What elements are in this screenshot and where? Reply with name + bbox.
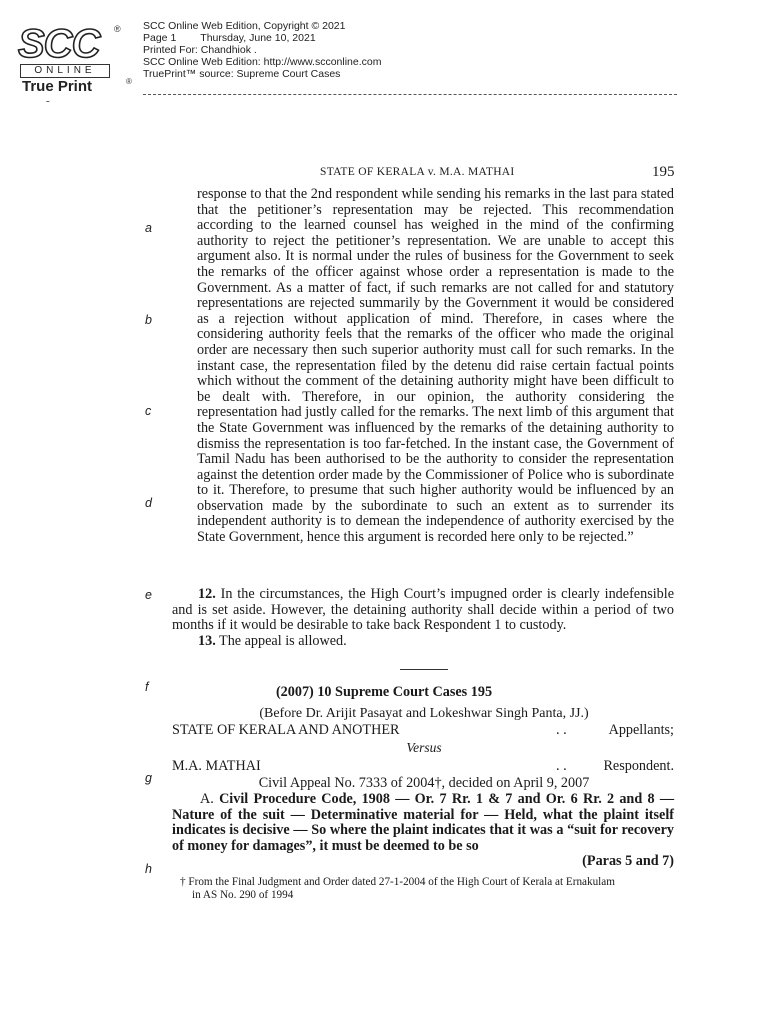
- margin-letter-c: c: [145, 404, 152, 418]
- civil-appeal-line: Civil Appeal No. 7333 of 2004†, decided on April 9, 2007: [258, 775, 590, 791]
- respondent-role: Respondent.: [603, 758, 674, 774]
- logo-true-print-text: True Print: [22, 78, 93, 95]
- margin-letter-h: h: [145, 862, 152, 876]
- headnote-prefix: A.: [200, 791, 220, 807]
- margin-letter-b: b: [145, 313, 152, 327]
- page-date-line: [143, 32, 382, 44]
- appellant-role: Appellants;: [608, 722, 674, 738]
- printed-for-line: Printed For: Chandhiok .: [143, 44, 257, 56]
- header-divider: [143, 94, 677, 95]
- margin-letter-a: a: [145, 221, 152, 235]
- headnote: [172, 792, 674, 870]
- print-header: [143, 20, 382, 80]
- paragraph-12-text: In the circumstances, the High Court’s impugned order is clearly indefensible and is set aside. However, the detaining authority shall decide within a period of two months if it would be desirable to take back Respondent 1 to custody.: [172, 586, 674, 634]
- paragraph-12: [172, 587, 674, 634]
- copyright-line: SCC Online Web Edition, Copyright © 2021: [143, 20, 346, 32]
- margin-letter-f: f: [145, 680, 149, 694]
- appellant-name: STATE OF KERALA AND ANOTHER: [172, 722, 400, 738]
- respondent-dots: . .: [556, 758, 567, 774]
- margin-letter-g: g: [145, 771, 152, 785]
- margin-letter-e: e: [145, 588, 152, 602]
- section-separator: [400, 669, 448, 670]
- quoted-passage-text: response to that the 2nd respondent while sending his remarks in the last para stated that the petitioner’s representation may be rejected. This recommendation according to the learned counsel has weighed in the mind of the confirming authority to reject the petitioner’s representation. We are unable to accept this argument also. It is normal under the rules of business for the Government to seek the remarks of the officer against whose order a representation is made to the Government. As a matter of fact, if such remarks are not called for and statutory representations are rejected summarily by the Government it would be considered as a rejection without application of mind. Therefore, in cases where the considering authority feels that the remarks of the officer who made the original order are necessary then such superior authority must call for such remarks. In the instant case, the representation filed by the detenu did raise certain factual points which without the comment of the detaining authority might have been difficult to be dealt with. Therefore, in our opinion, the authority considering the representation had justly called for the remarks. The next limb of this argument that the State Government was influenced by the remarks of the detaining authority to dismiss the representation is too far-fetched. In the instant case, the Government of Tamil Nadu has been authorised to be the authority to consider the representation against the detention order made by the Commissioner of Police who is subordinate to it. Therefore, to presume that such higher authority would be influenced by an observation made by the subordinate to such an extent as to surrender its independent authority is to demean the independence of authority exercised by the State Government, hence this argument is recorded here only to be rejected.”: [197, 186, 674, 546]
- footnote: [180, 876, 680, 901]
- footnote-line-1: † From the Final Judgment and Order dated 27-1-2004 of the High Court of Kerala at Ernakulam: [180, 876, 615, 888]
- logo-online-text: ONLINE: [20, 64, 110, 78]
- paragraph-12-number: 12.: [198, 586, 216, 602]
- versus-label: Versus: [406, 740, 442, 755]
- margin-letter-d: d: [145, 496, 152, 510]
- respondent-name: M.A. MATHAI: [172, 758, 261, 774]
- scc-online-logo: [18, 22, 132, 95]
- headnote-bold: Civil Procedure Code, 1908 — Or. 7 Rr. 1 & 7 and Or. 6 Rr. 2 and 8 — Nature of the suit — Determinative material for — Held, what the plaint itself indicates is decisive — So where the plaint indicates that it was a “suit for recovery of money for damages”, it must be deemed to be so: [172, 791, 675, 854]
- logo-registered-mark-2: ®: [126, 77, 132, 86]
- quoted-passage: [197, 187, 674, 546]
- paragraph-13-number: 13.: [198, 632, 216, 649]
- running-head: STATE OF KERALA v. M.A. MATHAI: [320, 166, 515, 178]
- footnote-line-2: in AS No. 290 of 1994: [192, 888, 294, 901]
- source-line: TruePrint™ source: Supreme Court Cases: [143, 68, 341, 80]
- paragraph-13-text: The appeal is allowed.: [215, 632, 347, 649]
- appellant-dots: . .: [556, 722, 567, 738]
- bench-line: (Before Dr. Arijit Pasayat and Lokeshwar Singh Panta, JJ.): [259, 706, 589, 721]
- judgment-paragraphs: [172, 587, 674, 649]
- case-citation: (2007) 10 Supreme Court Cases 195: [275, 684, 493, 700]
- web-edition-line: SCC Online Web Edition: http://www.scconline.com: [143, 56, 382, 68]
- page-number: 195: [652, 164, 675, 180]
- page-label: Page 1: [143, 32, 177, 44]
- headnote-paras: (Paras 5 and 7): [582, 853, 674, 870]
- stray-mark: -: [46, 95, 50, 107]
- print-date: Thursday, June 10, 2021: [200, 32, 316, 44]
- logo-registered-mark: ®: [114, 24, 121, 34]
- logo-scc-text: SCC: [18, 22, 100, 66]
- paragraph-13: [172, 634, 674, 650]
- headnote-text: [172, 792, 674, 854]
